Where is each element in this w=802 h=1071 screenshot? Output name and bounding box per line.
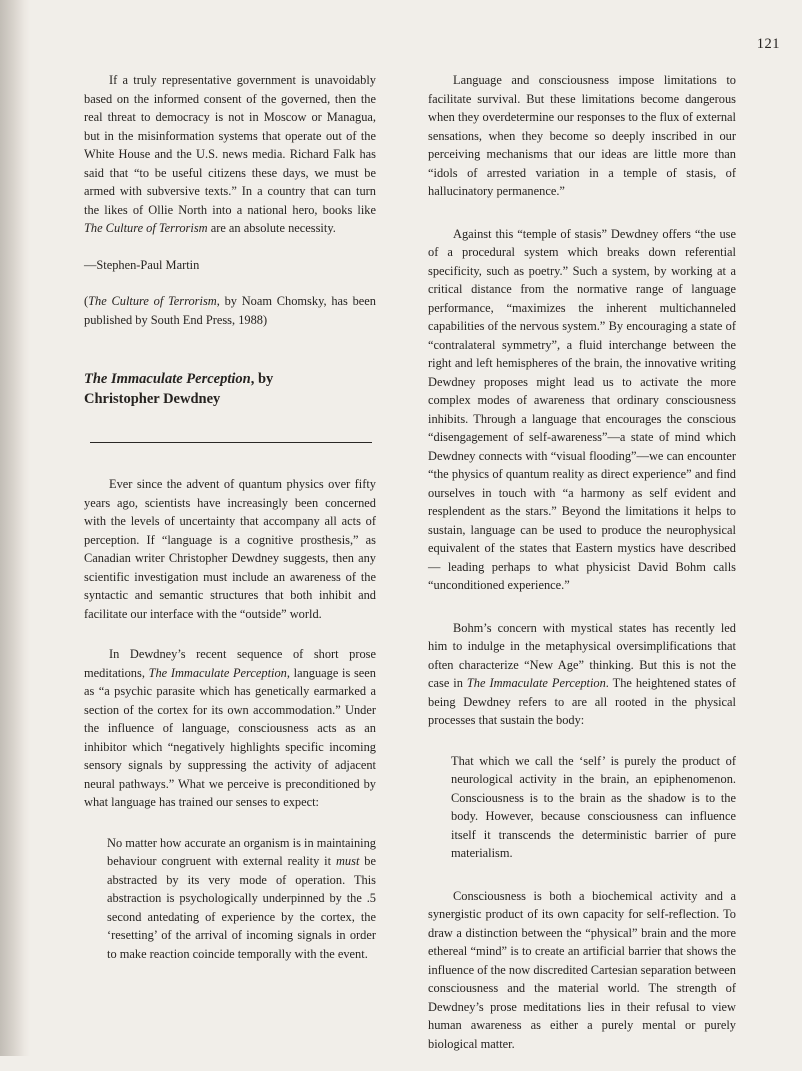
block-quote-self: That which we call the ‘self’ is purely the product of neurological activity in the brain, an epiphenomenon. Consciousness is to the brain as the shadow is to the body. However, because consciousness can influence itself it transcends the deterministic barrier of pure materialism. xyxy=(451,753,736,860)
review-author: Christopher Dewdney xyxy=(84,391,221,407)
left-column xyxy=(84,71,376,981)
paragraph-quantum: Ever since the advent of quantum physics over fifty years ago, scientists have increasingly been concerned with the levels of uncertainty that accompany all acts of perception. If “language is a cognitive prosthesis,” as Canadian writer Christopher Dewdney suggests, then any scientific investigation must include an awareness of the syntactic and semantic structures that both inhibit and facilitate our interface with the “outside” world. xyxy=(84,477,376,621)
book-gutter-shadow xyxy=(0,0,30,1056)
publication-note: (The Culture of Terrorism, by Noam Chomsky, has been published by South End Press, 1988) xyxy=(84,294,376,327)
paragraph-prose-meditations: In Dewdney’s recent sequence of short prose meditations, The Immaculate Perception, language is seen as “a psychic parasite which has genetically earmarked a section of the cortex for its own accommodation.” Under the influence of language, consciousness acts as an inhibitor which “negatively highlights specific incoming sensory signals by suppressing the activity of adjacent neural pathways.” What we perceive is preconditioned by what language has trained our senses to expect: xyxy=(84,647,376,809)
right-column xyxy=(428,71,736,1071)
paragraph-falk: If a truly representative government is unavoidably based on the informed consent of the governed, then the real threat to democracy is not in Moscow or Managua, but in the misinformation systems that operate out of the White House and the U.S. news media. Richard Falk has said that “to be useful citizens these days, we must be armed with subversive texts.” In a country that can turn the likes of Ollie North into a national hero, books like The Culture of Terrorism are an absolute necessity. xyxy=(84,73,376,235)
paragraph-consciousness: Consciousness is both a biochemical activity and a synergistic product of its own capacity for self-reflection. To draw a distinction between the “physical” brain and the more ethereal “mind” is to create an artificial barrier that shows the influence of the now discredited Cartesian separation between consciousness and the material world. The strength of Dewdney’s prose meditations lies in their refusal to view human awareness as either a purely mental or purely biological matter. xyxy=(428,888,736,1051)
paragraph-limitations: Language and consciousness impose limitations to facilitate survival. But these limitations become dangerous when they overdetermine our responses to the flux of external sensations, when they become so deeply inscribed in our perceiving mechanisms that our ideas are little more than “idols of arrested variation in a temple of stasis, of hallucinatory permanence.” xyxy=(428,73,736,198)
review-heading: The Immaculate Perception, by Christopher Dewdney xyxy=(84,371,274,407)
page-number: 121 xyxy=(756,36,780,52)
paragraph-temple-of-stasis: Against this “temple of stasis” Dewdney offers “the use of a procedural system which breaks down referential specificity, such as poetry.” Such a system, by working at a critical distance from the normative range of language performance, “maximizes the inherent multichanneled capabilities of the nervous system.” By encouraging a state of “contralateral symmetry”, a fluid interchange between the right and left hemispheres of the brain, the innovative writing Dewdney proposes might lead us to activate the more complex modes of awareness that ordinary consciousness inhibits. Through a language that encourages the conscious “disengagement of self-awareness”—a state of mind which Dewdney connects with “visual flooding”—we can encounter “the physics of quantum reality as direct experience” and find ourselves in touch with “a harmony as self evident and resplendent as the stars.” Beyond the limitations it helps to sustain, language can be used to produce the neurophysical equivalent of the states that Eastern mystics have described — leading perhaps to what physicist David Bohm calls “unconditioned experience.” xyxy=(428,226,736,592)
review-book-title: The Immaculate Perception xyxy=(84,371,251,387)
paragraph-bohm: Bohm’s concern with mystical states has recently led him to indulge in the metaphysical oversimplifications that often characterize “New Age” thinking. But this is not the case in The Immaculate Perception. The heightened states of being Dewdney refers to are all rooted in the physical processes that sustain the body: xyxy=(428,620,736,727)
block-quote-organism: No matter how accurate an organism is in maintaining behaviour congruent with external reality it must be abstracted by its very mode of operation. This abstraction is psychologically underpinned by the .5 second antedating of experience by the cortex, the ‘resetting’ of the arrival of incoming signals in order to make reaction coincide temporally with the event. xyxy=(107,835,377,961)
book-title-italic: The Culture of Terrorism xyxy=(84,221,208,235)
section-divider xyxy=(90,442,372,443)
author-signature: —Stephen-Paul Martin xyxy=(84,257,200,272)
